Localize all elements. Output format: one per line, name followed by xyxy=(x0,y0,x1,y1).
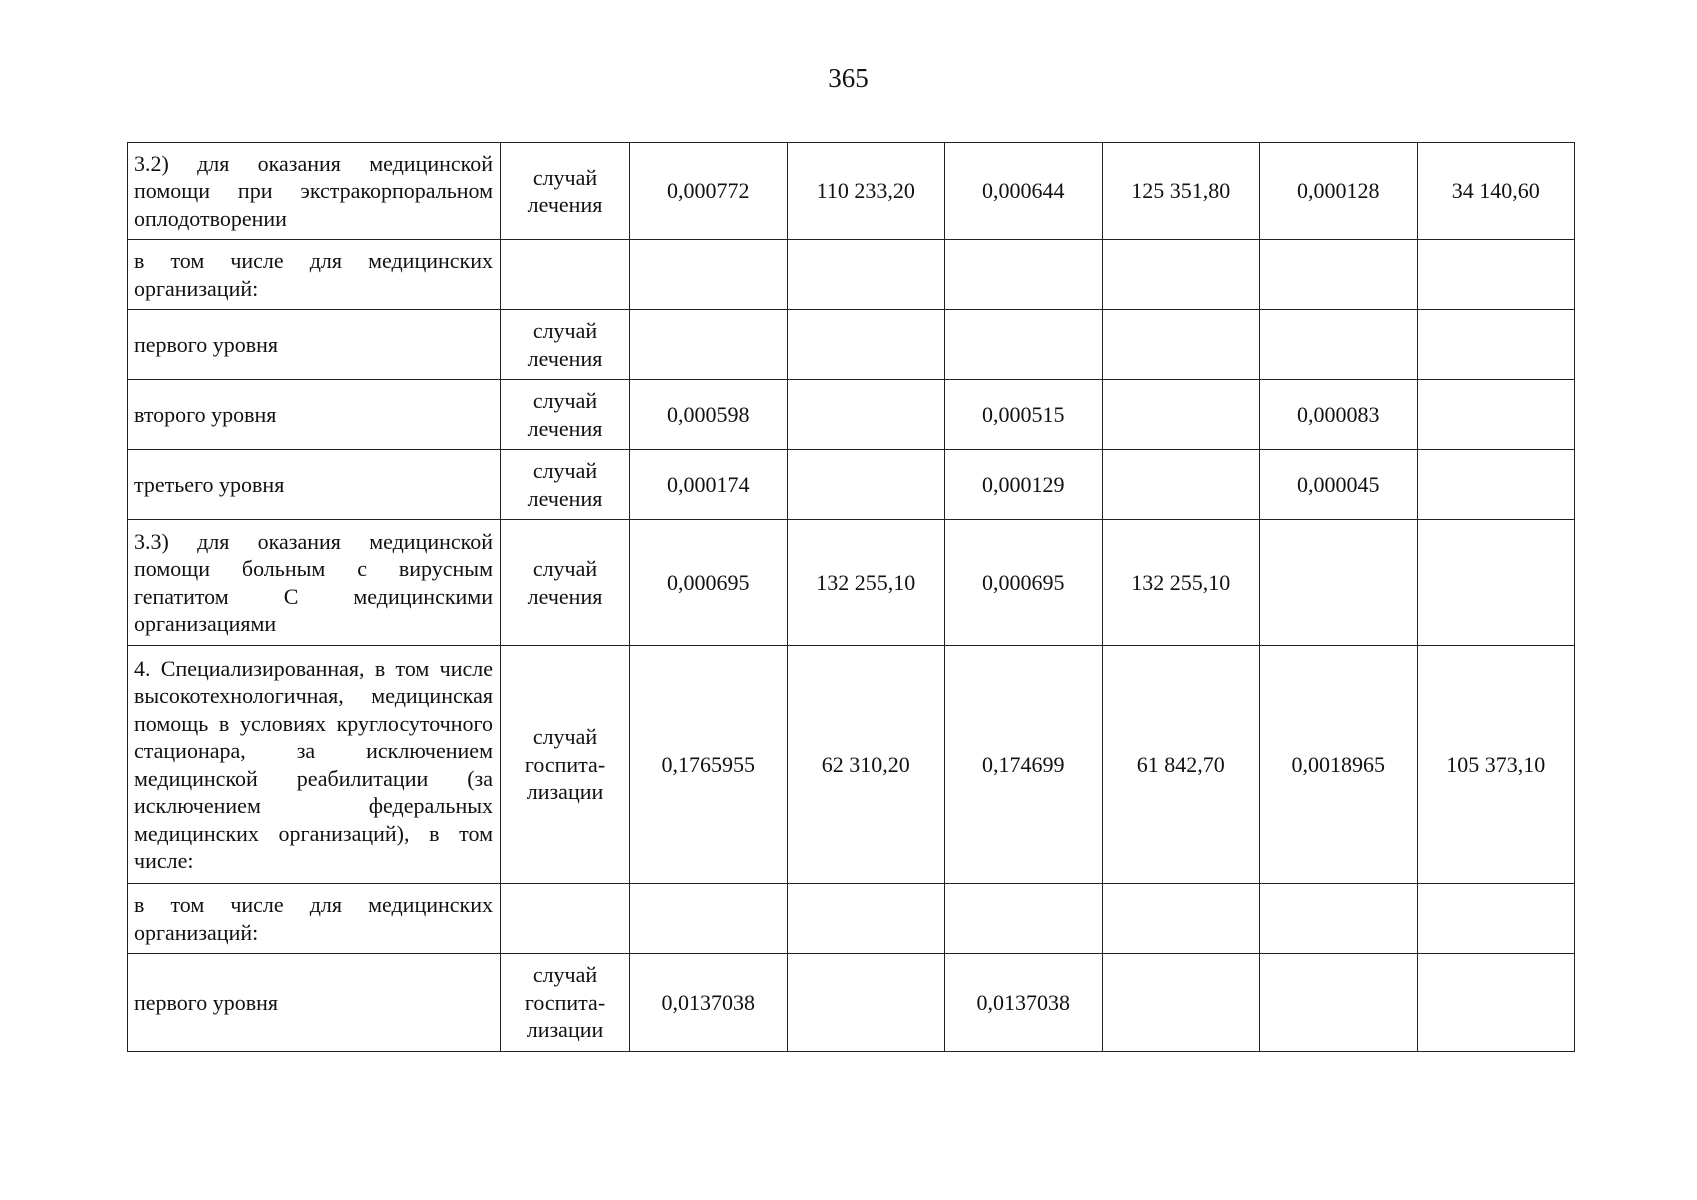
value-cell: 132 255,10 xyxy=(1102,520,1260,646)
value-cell: 105 373,10 xyxy=(1417,646,1575,884)
row-name: первого уровня xyxy=(128,310,501,380)
value-cell: 0,000174 xyxy=(630,450,788,520)
value-cell xyxy=(1102,450,1260,520)
value-cell: 0,000083 xyxy=(1260,380,1418,450)
value-cell xyxy=(787,380,945,450)
row-unit: случай лечения xyxy=(501,380,630,450)
table-row xyxy=(128,450,1575,520)
value-cell xyxy=(1417,520,1575,646)
value-cell: 62 310,20 xyxy=(787,646,945,884)
row-name: 4. Специализированная, в том числе высокотехнологичная, медицинская помощь в условиях круглосуточного стационара, за исключением медицинской реабилитации (за исключением федеральных медицинских организаций), в том числе: xyxy=(128,646,501,884)
table-row xyxy=(128,884,1575,954)
row-unit xyxy=(501,240,630,310)
row-name: 3.3) для оказания медицинской помощи больным с вирусным гепатитом С медицинскими организациями xyxy=(128,520,501,646)
value-cell: 110 233,20 xyxy=(787,143,945,240)
value-cell: 0,000515 xyxy=(945,380,1103,450)
tariff-table xyxy=(127,142,1575,1052)
value-cell xyxy=(630,310,788,380)
value-cell xyxy=(1417,240,1575,310)
value-cell xyxy=(1102,380,1260,450)
row-unit xyxy=(501,884,630,954)
table-row xyxy=(128,954,1575,1052)
value-cell: 0,000598 xyxy=(630,380,788,450)
value-cell: 125 351,80 xyxy=(1102,143,1260,240)
page-number: 365 xyxy=(828,63,869,93)
row-name: в том числе для медицинских организаций: xyxy=(128,240,501,310)
value-cell xyxy=(1417,954,1575,1052)
value-cell xyxy=(787,240,945,310)
value-cell xyxy=(1260,520,1418,646)
value-cell: 0,0018965 xyxy=(1260,646,1418,884)
value-cell xyxy=(1260,310,1418,380)
value-cell: 0,000045 xyxy=(1260,450,1418,520)
value-cell xyxy=(1102,884,1260,954)
value-cell: 0,000772 xyxy=(630,143,788,240)
value-cell: 0,000695 xyxy=(945,520,1103,646)
row-name: первого уровня xyxy=(128,954,501,1052)
value-cell: 0,000695 xyxy=(630,520,788,646)
value-cell: 0,0137038 xyxy=(630,954,788,1052)
row-unit: случай лечения xyxy=(501,450,630,520)
value-cell xyxy=(787,310,945,380)
value-cell xyxy=(1260,884,1418,954)
table-row xyxy=(128,310,1575,380)
value-cell xyxy=(1417,310,1575,380)
value-cell: 0,000128 xyxy=(1260,143,1418,240)
value-cell: 0,0137038 xyxy=(945,954,1103,1052)
row-unit: случай лечения xyxy=(501,310,630,380)
row-unit: случай госпита-лизации xyxy=(501,646,630,884)
table-row xyxy=(128,520,1575,646)
value-cell xyxy=(787,450,945,520)
value-cell xyxy=(787,884,945,954)
value-cell: 0,000644 xyxy=(945,143,1103,240)
value-cell: 61 842,70 xyxy=(1102,646,1260,884)
value-cell xyxy=(1102,954,1260,1052)
row-unit: случай госпита-лизации xyxy=(501,954,630,1052)
value-cell: 34 140,60 xyxy=(1417,143,1575,240)
table-row xyxy=(128,240,1575,310)
table-row xyxy=(128,143,1575,240)
value-cell xyxy=(630,884,788,954)
value-cell xyxy=(1417,884,1575,954)
value-cell xyxy=(1102,310,1260,380)
row-name: 3.2) для оказания медицинской помощи при экстракорпоральном оплодотворении xyxy=(128,143,501,240)
row-unit: случай лечения xyxy=(501,143,630,240)
value-cell xyxy=(945,310,1103,380)
table-row xyxy=(128,646,1575,884)
row-unit: случай лечения xyxy=(501,520,630,646)
value-cell: 0,174699 xyxy=(945,646,1103,884)
value-cell xyxy=(945,240,1103,310)
value-cell xyxy=(1260,240,1418,310)
row-name: в том числе для медицинских организаций: xyxy=(128,884,501,954)
value-cell xyxy=(787,954,945,1052)
value-cell: 132 255,10 xyxy=(787,520,945,646)
value-cell xyxy=(1102,240,1260,310)
value-cell xyxy=(630,240,788,310)
value-cell xyxy=(1417,450,1575,520)
row-name: третьего уровня xyxy=(128,450,501,520)
row-name: второго уровня xyxy=(128,380,501,450)
table-row xyxy=(128,380,1575,450)
value-cell: 0,000129 xyxy=(945,450,1103,520)
value-cell: 0,1765955 xyxy=(630,646,788,884)
value-cell xyxy=(945,884,1103,954)
value-cell xyxy=(1417,380,1575,450)
value-cell xyxy=(1260,954,1418,1052)
